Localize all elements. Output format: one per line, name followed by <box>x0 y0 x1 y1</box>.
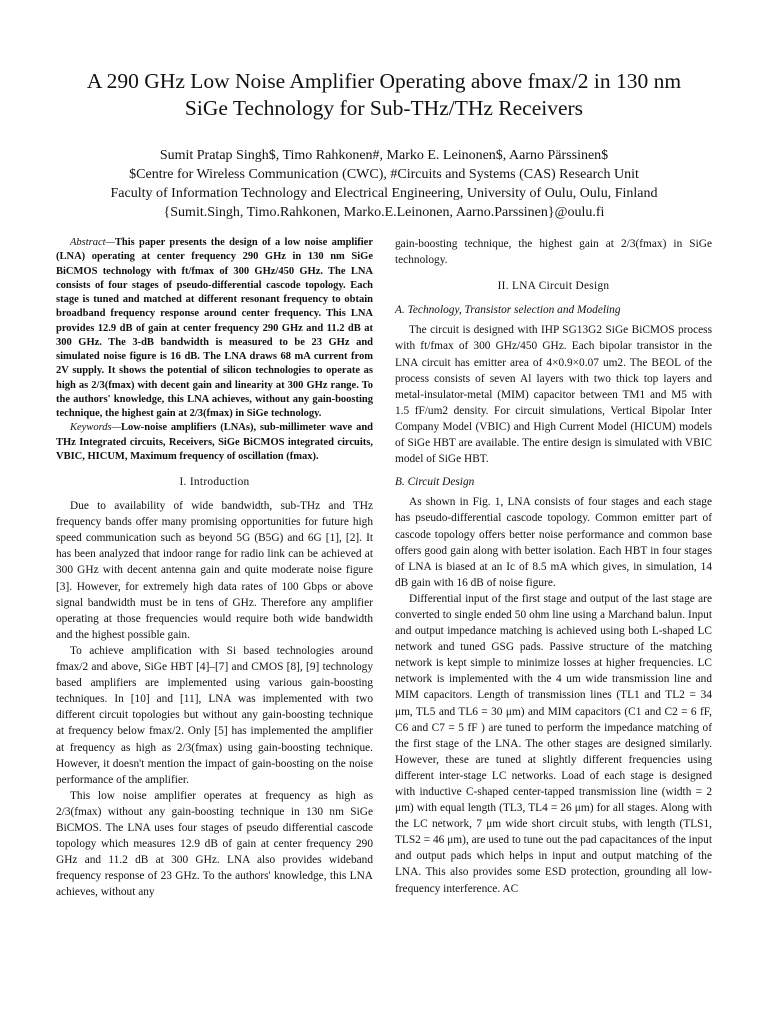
abstract-label: Abstract— <box>70 237 115 248</box>
right-column <box>395 236 712 897</box>
title-line-1: A 290 GHz Low Noise Amplifier Operating above fmax/2 in 130 nm <box>86 69 682 93</box>
title-line-2: SiGe Technology for Sub-THz/THz Receivers <box>184 96 584 120</box>
affiliation-2: Faculty of Information Technology and Electrical Engineering, University of Oulu, Oulu, Finland <box>110 186 658 201</box>
subsection-heading-technology: A. Technology, Transistor selection and Modeling <box>395 304 621 317</box>
intro-paragraph-3: This low noise amplifier operates at frequency as high as 2/3(fmax) without any gain-boosting technique in 130 nm SiGe BiCMOS. The LNA uses four stages of pseudo differential cascode topology which measures 12.9 dB of gain at center frequency 290 GHz and 11.2 dB at 300 GHz. LNA also provides wideband frequency response of 23 GHz. To the authors' knowledge, this LNA achieves, without any <box>56 789 373 899</box>
section-heading-circuit-design: II. LNA Circuit Design <box>497 280 610 293</box>
technology-paragraph: The circuit is designed with IHP SG13G2 SiGe BiCMOS process with ft/fmax of 300 GHz/450 GHz. Each bipolar transistor in the LNA circuit has emitter area of 4×0.9×0.07 um2. The BEOL of the process consists of seven Al layers with two thick top layers and metal-insulator-metal (MIM) capacitor between TM1 and M5 with 1.5 fF/um2 density. For circuit simulations, Vertical Bipolar Inter Company Model (VBIC) and High Current Model (HICUM) models of SiGe HBT are available. The entire design is simulated with VBIC model of SiGe HBT. <box>395 324 712 466</box>
keywords-label: Keywords— <box>70 422 121 434</box>
section-heading-introduction: I. Introduction <box>179 476 250 488</box>
abstract-text: This paper presents the design of a low noise amplifier (LNA) operating at center frequency 290 GHz in 130 nm SiGe BiCMOS technology with ft/fmax of 300 GHz/450 GHz. The LNA consists of four stages of pseudo-differential cascode topology. Each stage is tuned and matched at different resonant frequency to obtain broadband frequency response around center frequency. This LNA provides 12.9 dB of gain at center frequency 290 GHz and 11.2 dB at 300 GHz. The 3-dB bandwidth is measured to be 23 GHz and simulated noise figure is 16 dB. The LNA draws 68 mA current from 2V supply. It shows the potential of silicon technologies to operate as high as 2/3(fmax) with decent gain and linearity at 300 GHz range. To the authors' knowledge, this LNA achieves, without any gain-boosting technique, the highest gain at 2/3(fmax) in SiGe technology. <box>56 237 373 419</box>
intro-paragraph-2: To achieve amplification with Si based technologies around fmax/2 and above, SiGe HBT [4]–[7] and CMOS [8], [9] technology based amplifiers are implemented using various gain-boosting techniques. In [10] and [11], LNA was implemented with two different circuit topologies but without any gain-boosting technique at frequency below fmax/2. Only [5] has implemented the amplifier at frequency as high as 2/3(fmax) using gain-boosting technique. However, it doesn't mention the impact of gain-boosting on the noise performance of the amplifier. <box>56 644 373 786</box>
circuit-paragraph-2: Differential input of the first stage and output of the last stage are converted to single ended 50 ohm line using a Marchand balun. Input and output impedance matching is achieved using both L-shaped LC network and tuned GSG pads. Passive structure of the matching network is kept simple to minimize losses at higher frequencies. LC network is implemented with the 4 um wide transmission line and MIM capacitors. Length of transmission lines (TL1 and TL2 = 34 μm, TL5 and TL6 = 30 μm) and MIM capacitors (C1 and C2 = 6 fF, C6 and C7 = 5 fF ) are tuned to perform the impedance matching of the first stage of the LNA. The other stages are designed similarly. However, these are tuned at slightly different frequencies using different inter-stage LC networks. Load of each stage is designed with inductive C-shaped center-tapped transmission line (width = 2 μm) with equal length (TL3, TL4 = 26 μm) for all stages. Along with the LC network, 7 μm wide short circuit stubs, with length (TLS1, TLS2 = 46 μm), are used to tune out the pad capacitances of the input and output pads which helps in input and output matching of the LNA. This also provides some ESD protection, grounding all low-frequency interference. AC <box>395 592 712 895</box>
abstract <box>56 236 373 421</box>
circuit-paragraph-1: As shown in Fig. 1, LNA consists of four stages and each stage has pseudo-differential cascode topology. Common emitter part of cascode topology offers better noise performance and common base offers good gain along with better isolation. Each HBT in four stages of LNA is biased at an Ic of 8.5 mA which gives, in simulation, 14 dB gain with 16 dB of noise figure. <box>395 496 712 589</box>
paper-title <box>40 68 728 122</box>
author-names: Sumit Pratap Singh$, Timo Rahkonen#, Marko E. Leinonen$, Aarno Pärssinen$ <box>159 148 609 163</box>
author-emails: {Sumit.Singh, Timo.Rahkonen, Marko.E.Leinonen, Aarno.Parssinen}@oulu.fi <box>163 205 605 220</box>
left-column <box>56 236 373 900</box>
intro-paragraph-3-continued: gain-boosting technique, the highest gain at 2/3(fmax) in SiGe technology. <box>395 238 712 267</box>
keywords-text: Low-noise amplifiers (LNAs), sub-millimeter wave and THz Integrated circuits, Receivers, SiGe BiCMOS integrated circuits, VBIC, HICUM, Maximum frequency of oscillation (fmax). <box>56 422 373 462</box>
intro-paragraph-1: Due to availability of wide bandwidth, sub-THz and THz frequency bands offer many promising opportunities for future high speed communication such as beyond 5G (B5G) and 6G [1], [2]. It has been analyzed that indoor range for radio link can be achieved at 300 GHz with decent antenna gain and quite moderate noise figure [3]. However, for extremely high data rates of 100 Gbps or above signal bandwidth must be in tens of GHz. Therefore any amplifier operating at those frequencies would require both wide bandwidth and the highest possible gain. <box>56 500 373 641</box>
affiliation-1: $Centre for Wireless Communication (CWC), #Circuits and Systems (CAS) Research Unit <box>129 167 639 182</box>
author-block <box>40 146 728 222</box>
keywords <box>56 421 373 464</box>
subsection-heading-circuit: B. Circuit Design <box>395 476 475 489</box>
